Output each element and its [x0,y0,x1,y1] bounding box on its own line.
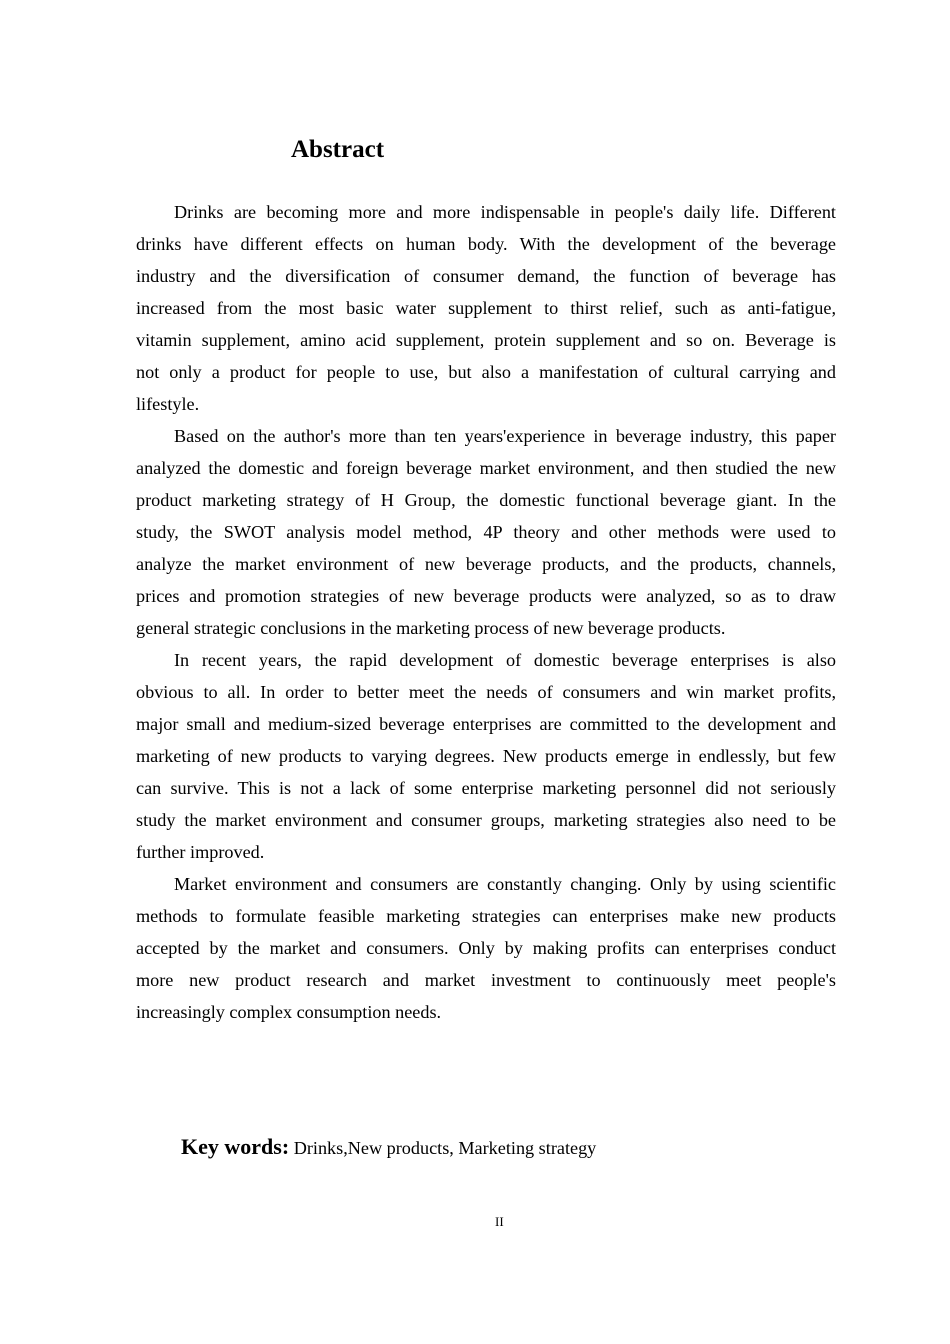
text-line: Market environment and consumers are constantly changing. Only by using scientific [174,874,836,894]
text-line: increasingly complex consumption needs. [136,1002,442,1022]
text-line: major small and medium-sized beverage enterprises are committed to the development and [136,714,836,734]
paragraph [136,644,836,868]
text-line: lifestyle. [136,394,200,414]
text-line: methods to formulate feasible marketing strategies can enterprises make new products [136,906,836,926]
page-number: II [495,1214,504,1229]
text-line: increased from the most basic water supplement to thirst relief, such as anti-fatigue, [136,298,836,318]
text-line: prices and promotion strategies of new beverage products were analyzed, so as to draw [136,586,836,606]
text-line: drinks have different effects on human body. With the development of the beverage [136,234,836,254]
text-line: product marketing strategy of H Group, the domestic functional beverage giant. In the [136,490,836,510]
text-line: more new product research and market investment to continuously meet people's [136,970,836,990]
text-line: industry and the diversification of consumer demand, the function of beverage has [136,266,836,286]
abstract-title: Abstract [291,136,385,163]
text-line: Based on the author's more than ten years'experience in beverage industry, this paper [174,426,836,446]
text-line: general strategic conclusions in the marketing process of new beverage products. [136,618,726,638]
text-line: Drinks are becoming more and more indispensable in people's daily life. Different [174,202,836,222]
paragraph [136,868,836,1028]
text-line: obvious to all. In order to better meet the needs of consumers and win market profits, [136,682,836,702]
text-line: not only a product for people to use, but also a manifestation of cultural carrying and [136,362,836,382]
text-line: study, the SWOT analysis model method, 4P theory and other methods were used to [136,522,836,542]
text-line: further improved. [136,842,265,862]
text-line: study the market environment and consumer groups, marketing strategies also need to be [136,810,836,830]
abstract-body [136,196,836,1028]
text-line: analyzed the domestic and foreign beverage market environment, and then studied the new [136,458,836,478]
text-line: In recent years, the rapid development of domestic beverage enterprises is also [174,650,836,670]
keywords-label: Key words: [181,1134,290,1159]
text-line: analyze the market environment of new beverage products, and the products, channels, [136,554,836,574]
text-line: vitamin supplement, amino acid supplement, protein supplement and so on. Beverage is [136,330,836,350]
keywords-text: Drinks,New products, Marketing strategy [289,1138,597,1158]
text-line: accepted by the market and consumers. Only by making profits can enterprises conduct [136,938,836,958]
text-line: can survive. This is not a lack of some enterprise marketing personnel did not seriously [136,778,836,798]
keywords [181,1131,596,1166]
paragraph [136,196,836,420]
paragraph [136,420,836,644]
text-line: marketing of new products to varying degrees. New products emerge in endlessly, but few [136,746,836,766]
